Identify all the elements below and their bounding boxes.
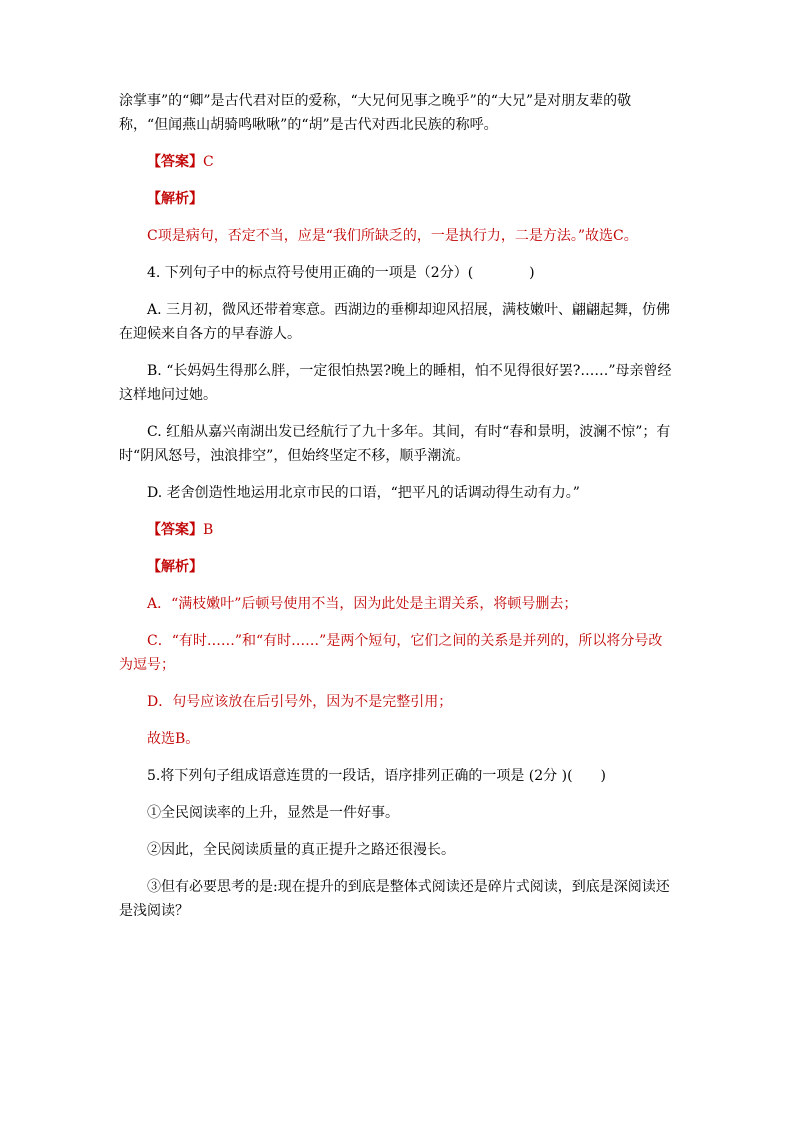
q4-option-c: C. 红船从嘉兴南湖出发已经航行了九十多年。其间，有时“春和景明，波澜不惊”；有时“阴风怒号，浊浪排空”，但始终坚定不移，顺乎潮流。 bbox=[119, 424, 671, 464]
answer-value: B bbox=[203, 522, 214, 538]
q4-option-a: A. 三月初，微风还带着寒意。西湖边的垂柳却迎风招展，满枝嫩叶、翩翩起舞，仿佛在迎候来自各方的早春游人。 bbox=[119, 302, 671, 342]
q4-answer bbox=[119, 518, 675, 542]
q3-answer bbox=[119, 150, 675, 174]
q4-analysis-line-d: D．句号应该放在后引号外，因为不是完整引用； bbox=[147, 694, 453, 710]
document-content bbox=[119, 89, 675, 936]
q5-stem: 5.将下列句子组成语意连贯的一段话，语序排列正确的一项是 (2分 )( ) bbox=[147, 768, 607, 784]
q4-analysis-conclusion: 故选B。 bbox=[147, 731, 200, 747]
analysis-tag: 【解析】 bbox=[147, 559, 203, 575]
q4-option-b: B. “长妈妈生得那么胖，一定很怕热罢?晚上的睡相，怕不见得很好罢?……”母亲曾经这样地问过她。 bbox=[119, 363, 672, 403]
continued-paragraph: 涂掌事”的“卿”是古代君对臣的爱称，“大兄何见事之晚乎”的“大兄”是对朋友辈的敬称，“但闻燕山胡骑鸣啾啾”的“胡”是古代对西北民族的称呼。 bbox=[119, 93, 632, 133]
q5-item-2: ②因此，全民阅读质量的真正提升之路还很漫长。 bbox=[147, 842, 455, 858]
analysis-tag: 【解析】 bbox=[147, 191, 203, 207]
q5-item-1: ①全民阅读率的上升，显然是一件好事。 bbox=[147, 805, 399, 821]
q3-analysis-tag bbox=[119, 187, 675, 211]
q4-analysis-line-c: C．“有时……”和“有时……”是两个短句，它们之间的关系是并列的，所以将分号改为逗号； bbox=[119, 633, 663, 673]
q4-stem: 4. 下列句子中的标点符号使用正确的一项是（2分）( ) bbox=[147, 265, 535, 281]
answer-tag: 【答案】 bbox=[147, 154, 203, 170]
q4-analysis-line-a: A．“满枝嫩叶”后顿号使用不当，因为此处是主谓关系，将顿号删去； bbox=[147, 596, 578, 612]
q5-item-3: ③但有必要思考的是:现在提升的到底是整体式阅读还是碎片式阅读，到底是深阅读还是浅阅读？ bbox=[119, 879, 670, 919]
q4-analysis-tag bbox=[119, 555, 675, 579]
answer-value: C bbox=[203, 154, 214, 170]
answer-tag: 【答案】 bbox=[147, 522, 203, 538]
q3-analysis-text: C项是病句，否定不当，应是“我们所缺乏的，一是执行力，二是方法。”故选C。 bbox=[147, 228, 638, 244]
q4-option-d: D. 老舍创造性地运用北京市民的口语，“把平凡的话调动得生动有力。” bbox=[147, 485, 580, 501]
